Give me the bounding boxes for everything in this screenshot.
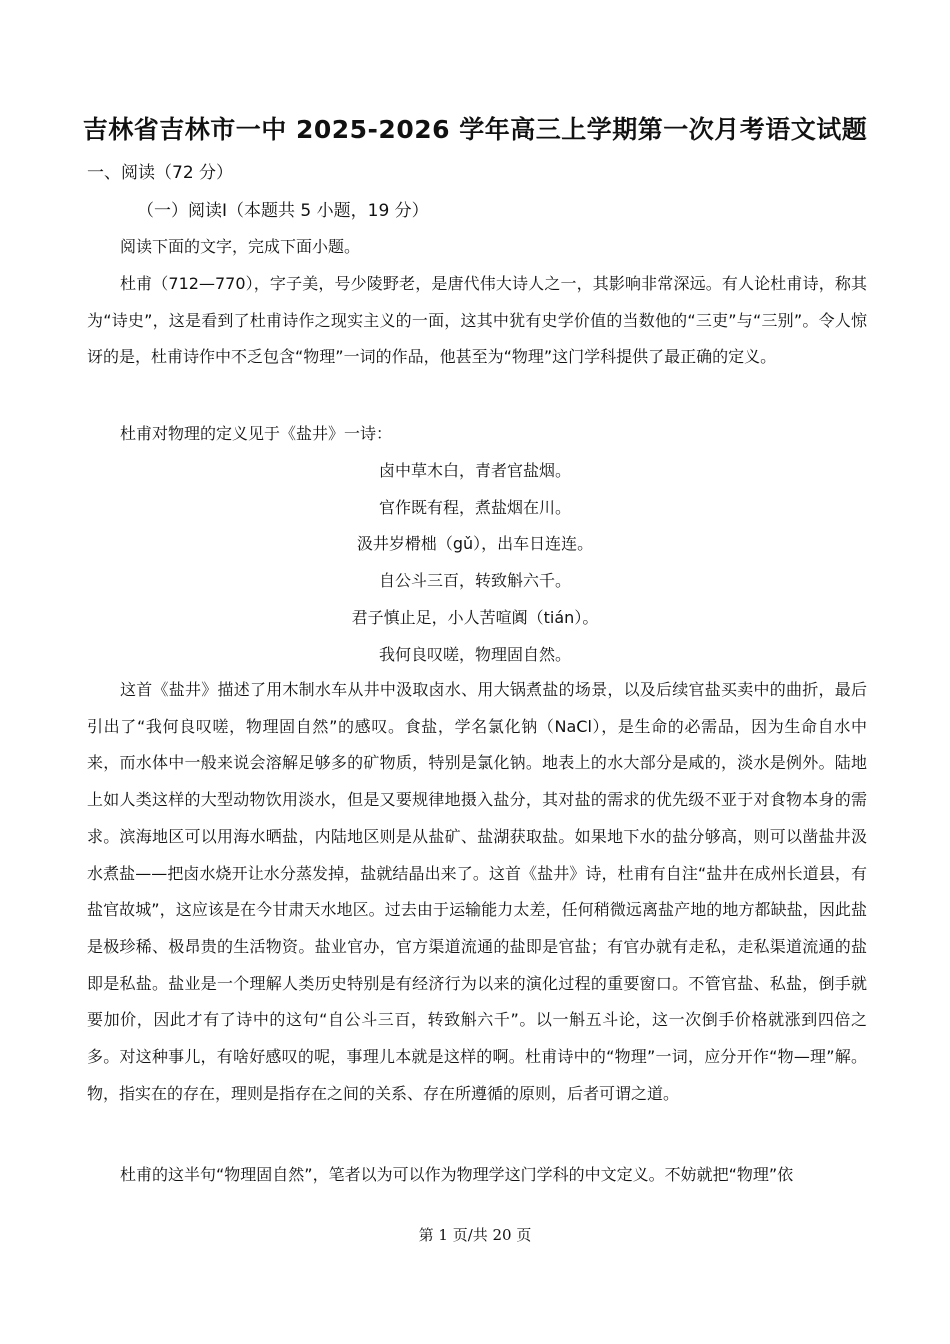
instruction-text: 阅读下面的文字，完成下面小题。 (120, 237, 361, 256)
paragraph-intro: 杜甫（712—770），字子美，号少陵野老，是唐代伟大诗人之一，其影响非常深远。有人论杜甫诗，称其为“诗史”，这是看到了杜甫诗作之现实主义的一面，这其中犹有史学价值的当数他的“三吏”与“三别”。令人惊讶的是，杜甫诗作中不乏包含“物理”一词的作品，他甚至为“物理”这门学科提供了最正确的定义。 (87, 274, 867, 367)
document-title: 吉林省吉林市一中 2025-2026 学年高三上学期第一次月考语文试题 (82, 115, 868, 144)
page-footer: 第 1 页/共 20 页 (418, 1226, 532, 1244)
paragraph-analysis: 这首《盐井》描述了用木制水车从井中汲取卤水、用大锅煮盐的场景，以及后续官盐买卖中的曲折，最后引出了“我何良叹嗟，物理固自然”的感叹。食盐，学名氯化钠（NaCl），是生命的必需品，因为生命自水中来，而水体中一般来说会溶解足够多的矿物质，特别是氯化钠。地表上的水大部分是咸的，淡水是例外。陆地上如人类这样的大型动物饮用淡水，但是又要规律地摄入盐分，其对盐的需求的优先级不亚于对食物本身的需求。滨海地区可以用海水晒盐，内陆地区则是从盐矿、盐湖获取盐。如果地下水的盐分够高，则可以凿盐井汲水煮盐——把卤水烧开让水分蒸发掉，盐就结晶出来了。这首《盐井》诗，杜甫有自注“盐井在成州长道县，有盐官故城”，这应该是在今甘肃天水地区。过去由于运输能力太差，任何稍微远离盐产地的地方都缺盐，因此盐是极珍稀、极昂贵的生活物资。盐业官办，官方渠道流通的盐即是官盐；有官办就有走私，走私渠道流通的盐即是私盐。盐业是一个理解人类历史特别是有经济行为以来的演化过程的重要窗口。不管官盐、私盐，倒手就要加价，因此才有了诗中的这句“自公斗三百，转致斛六千”。以一斛五斗论，这一次倒手价格就涨到四倍之多。对这种事儿，有啥好感叹的呢，事理儿本就是这样的啊。杜甫诗中的“物理”一词，应分开作“物—理”解。物，指实在的存在，理则是指存在之间的关系、存在所遵循的原则，后者可谓之道。 (87, 680, 867, 1103)
poem (0, 453, 950, 673)
section-heading: 一、阅读（72 分） (87, 163, 234, 183)
poem-line: 君子慎止足，小人苦喧阗（tián）。 (351, 607, 599, 627)
poem-line: 官作既有程，煮盐烟在川。 (378, 497, 571, 517)
poem-line: 自公斗三百，转致斛六千。 (378, 571, 571, 591)
poem-line: 卤中草木白，青者官盐烟。 (378, 461, 571, 480)
poem-line: 我何良叹嗟，物理固自然。 (378, 644, 571, 664)
poem-line: 汲井岁榾柮（gǔ），出车日连连。 (356, 534, 594, 554)
paragraph-definition-intro: 杜甫对物理的定义见于《盐井》一诗： (120, 424, 393, 443)
paragraph-last: 杜甫的这半句“物理固自然”，笔者以为可以作为物理学这门学科的中文定义。不妨就把“物理”依 (120, 1165, 794, 1184)
sub-heading: （一）阅读Ⅰ（本题共 5 小题，19 分） (137, 201, 429, 221)
